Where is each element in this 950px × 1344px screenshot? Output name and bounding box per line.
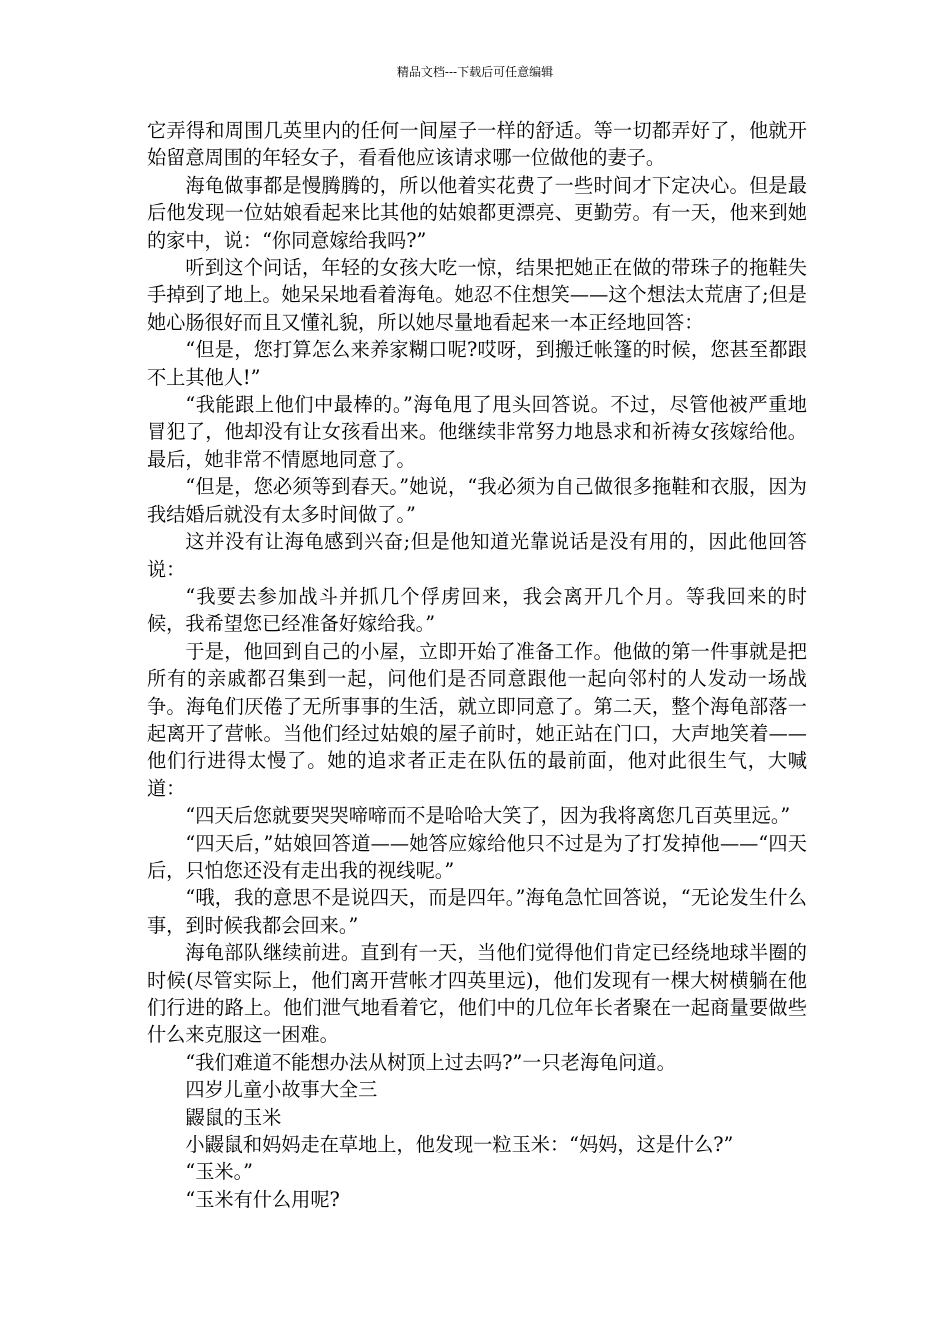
paragraph: “四天后，”姑娘回答道——她答应嫁给他只不过是为了打发掉他——“四天后，只怕您还没有走出我的视线呢。” (147, 831, 807, 882)
paragraph: “玉米。” (185, 1160, 253, 1184)
paragraph: “四天后您就要哭哭啼啼而不是哈哈大笑了，因为我将离您几百英里远。” (185, 804, 791, 828)
page-header: 精品文档---下载后可任意编辑 (396, 65, 554, 79)
paragraph: “我们难道不能想办法从树顶上过去吗?”一只老海龟问道。 (185, 1050, 676, 1074)
paragraph: 听到这个问话，年轻的女孩大吃一惊，结果把她正在做的带珠子的拖鞋失手掉到了地上。她呆呆地看着海龟。她忍不住想笑——这个想法太荒唐了;但是她心肠很好而且又懂礼貌，所以她尽量地看起来一本正经地回答： (147, 256, 807, 334)
paragraph: 这并没有让海龟感到兴奋;但是他知道光靠说话是没有用的，因此他回答说： (147, 530, 807, 581)
paragraph: 海龟部队继续前进。直到有一天，当他们觉得他们肯定已经绕地球半圈的时候(尽管实际上，他们离开营帐才四英里远)，他们发现有一棵大树横躺在他们行进的路上。他们泄气地看着它，他们中的几位年长者聚在一起商量要做些什么来克服这一困难。 (147, 941, 807, 1047)
story-title: 鼹鼠的玉米 (185, 1105, 282, 1129)
paragraph: “我能跟上他们中最棒的。”海龟甩了甩头回答说。不过，尽管他被严重地冒犯了，他却没有让女孩看出来。他继续非常努力地恳求和祈祷女孩嫁给他。最后，她非常不情愿地同意了。 (147, 393, 807, 471)
paragraph: 海龟做事都是慢腾腾的，所以他着实花费了一些时间才下定决心。但是最后他发现一位姑娘看起来比其他的姑娘都更漂亮、更勤劳。有一天，他来到她的家中，说：“你同意嫁给我吗?” (147, 173, 807, 252)
document-body (147, 117, 807, 1213)
paragraph: “玉米有什么用呢? (185, 1187, 340, 1211)
paragraph: “我要去参加战斗并抓几个俘虏回来，我会离开几个月。等我回来的时候，我希望您已经准备好嫁给我。” (147, 584, 807, 636)
paragraph: “但是，您打算怎么来养家糊口呢?哎呀，到搬迁帐篷的时候，您甚至都跟不上其他人!” (147, 338, 807, 389)
paragraph: 于是，他回到自己的小屋，立即开始了准备工作。他做的第一件事就是把所有的亲戚都召集到一起，问他们是否同意跟他一起向邻村的人发动一场战争。海龟们厌倦了无所事事的生活，就立即同意了。第二天，整个海龟部落一起离开了营帐。当他们经过姑娘的屋子前时，她正站在门口，大声地笑着——他们行进得太慢了。她的追求者正走在队伍的最前面，他对此很生气，大喊道： (147, 639, 807, 800)
paragraph: 小鼹鼠和妈妈走在草地上，他发现一粒玉米：“妈妈，这是什么?” (185, 1133, 734, 1157)
paragraph: 它弄得和周围几英里内的任何一间屋子一样的舒适。等一切都弄好了，他就开始留意周围的年轻女子，看看他应该请求哪一位做他的妻子。 (147, 119, 807, 170)
paragraph: “但是，您必须等到春天。”她说，“我必须为自己做很多拖鞋和衣服，因为我结婚后就没有太多时间做了。” (147, 475, 807, 526)
section-heading: 四岁儿童小故事大全三 (185, 1078, 378, 1102)
paragraph: “哦，我的意思不是说四天，而是四年。”海龟急忙回答说，“无论发生什么事，到时候我都会回来。” (147, 886, 807, 937)
